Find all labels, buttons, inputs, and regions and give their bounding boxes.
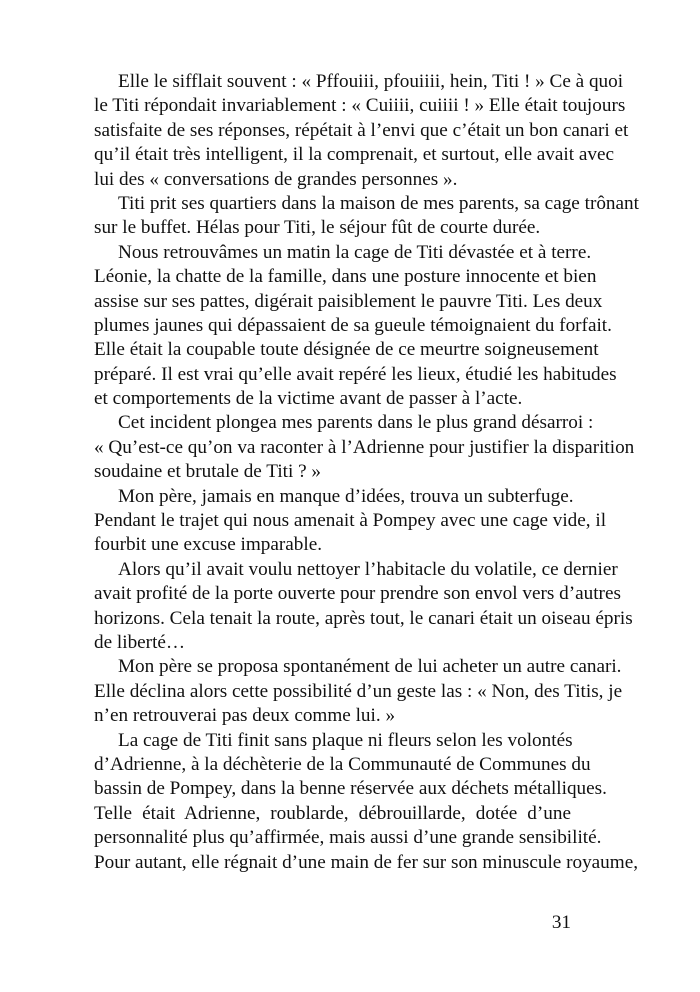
text-line: Elle le sifflait souvent : « Pffouiii, pfouiiii, hein, Titi ! » Ce à quoi bbox=[118, 71, 624, 92]
text-line: Nous retrouvâmes un matin la cage de Titi dévastée et à terre. bbox=[118, 241, 592, 263]
paragraph bbox=[94, 411, 635, 484]
text-line: soudaine et brutale de Titi ? » bbox=[94, 461, 322, 483]
text-line: avait profité de la porte ouverte pour prendre son envol vers d’autres bbox=[94, 583, 621, 605]
text-line: et comportements de la victime avant de passer à l’acte. bbox=[94, 388, 523, 410]
paragraph bbox=[94, 485, 607, 558]
text-line: Telle était Adrienne, roublarde, débrouillarde, dotée d’une bbox=[94, 802, 571, 824]
text-line: Alors qu’il avait voulu nettoyer l’habitacle du volatile, ce dernier bbox=[118, 558, 618, 580]
text-line: La cage de Titi finit sans plaque ni fleurs selon les volontés bbox=[118, 729, 573, 751]
text-line: n’en retrouverai pas deux comme lui. » bbox=[94, 705, 396, 727]
text-line: assise sur ses pattes, digérait paisiblement le pauvre Titi. Les deux bbox=[94, 290, 603, 312]
text-line: bassin de Pompey, dans la benne réservée aux déchets métalliques. bbox=[94, 778, 607, 800]
paragraph bbox=[94, 729, 639, 875]
text-line: fourbit une excuse imparable. bbox=[94, 534, 323, 556]
text-line: Léonie, la chatte de la famille, dans une posture innocente et bien bbox=[94, 266, 597, 288]
paragraph bbox=[94, 192, 639, 241]
text-line: satisfaite de ses réponses, répétait à l’envi que c’était un bon canari et bbox=[94, 119, 629, 141]
paragraph bbox=[94, 655, 623, 728]
text-line: personnalité plus qu’affirmée, mais aussi d’une grande sensibilité. bbox=[94, 827, 602, 849]
text-line: Titi prit ses quartiers dans la maison de mes parents, sa cage trônant bbox=[118, 192, 639, 214]
text-line: Elle déclina alors cette possibilité d’un geste las : « Non, des Titis, je bbox=[94, 680, 623, 702]
text-line: Mon père, jamais en manque d’idées, trouva un subterfuge. bbox=[118, 485, 574, 507]
text-line: Cet incident plongea mes parents dans le plus grand désarroi : bbox=[118, 412, 594, 434]
text-line: préparé. Il est vrai qu’elle avait repéré les lieux, étudié les habitudes bbox=[94, 363, 617, 385]
text-line: le Titi répondait invariablement : « Cuiiii, cuiiii ! » Elle était toujours bbox=[94, 95, 626, 117]
paragraph bbox=[94, 558, 633, 656]
text-line: horizons. Cela tenait la route, après tout, le canari était un oiseau épris bbox=[94, 607, 633, 629]
text-line: « Qu’est-ce qu’on va raconter à l’Adrienne pour justifier la disparition bbox=[94, 436, 635, 458]
text-line: plumes jaunes qui dépassaient de sa gueule témoignaient du forfait. bbox=[94, 314, 612, 336]
text-line: lui des « conversations de grandes personnes ». bbox=[94, 168, 458, 190]
paragraph bbox=[94, 241, 617, 412]
text-line: Pendant le trajet qui nous amenait à Pompey avec une cage vide, il bbox=[94, 510, 607, 532]
text-line: de liberté… bbox=[94, 631, 186, 653]
text-line: Mon père se proposa spontanément de lui acheter un autre canari. bbox=[118, 656, 622, 678]
text-line: Pour autant, elle régnait d’une main de fer sur son minuscule royaume, bbox=[94, 851, 639, 873]
text-line: d’Adrienne, à la déchèterie de la Communauté de Communes du bbox=[94, 753, 591, 775]
page-number: 31 bbox=[551, 912, 571, 933]
body-text bbox=[94, 70, 639, 875]
paragraph bbox=[94, 70, 629, 192]
text-line: qu’il était très intelligent, il la comprenait, et surtout, elle avait avec bbox=[94, 144, 615, 166]
text-line: Elle était la coupable toute désignée de ce meurtre soigneusement bbox=[94, 339, 599, 361]
text-line: sur le buffet. Hélas pour Titi, le séjour fût de courte durée. bbox=[94, 217, 541, 239]
